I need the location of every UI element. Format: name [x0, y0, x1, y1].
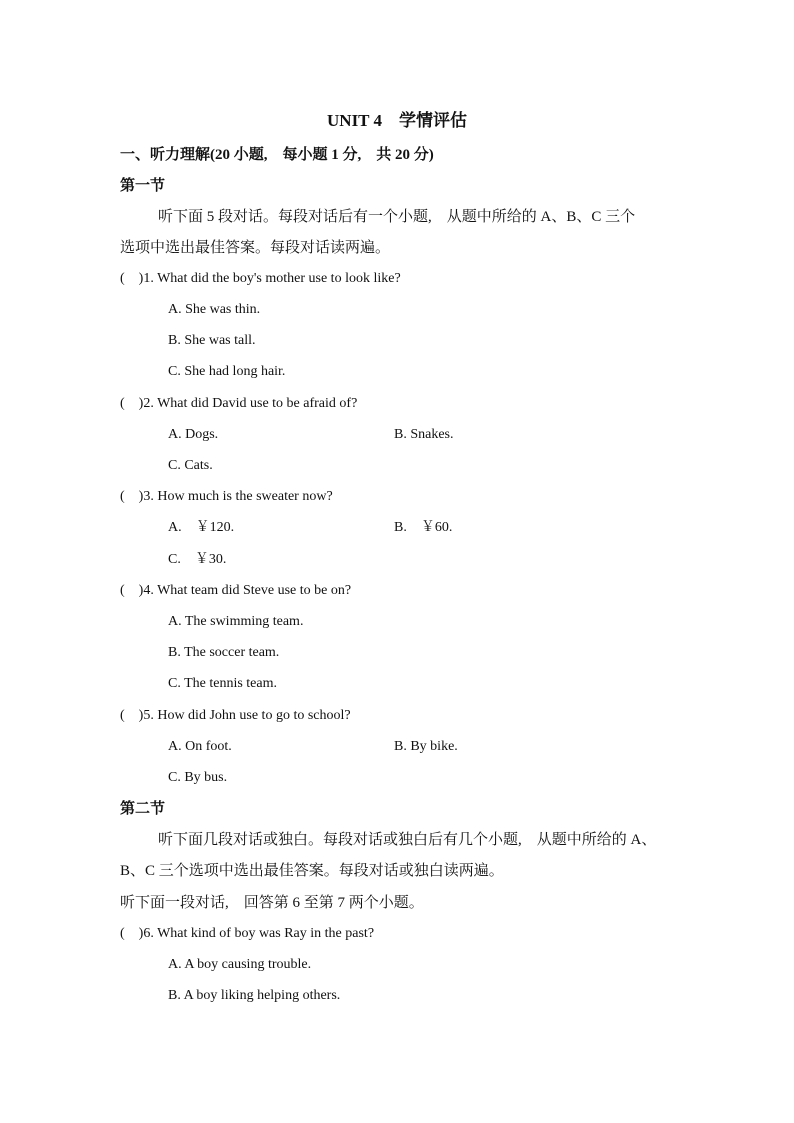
- q1-option-c: C. She had long hair.: [168, 364, 286, 379]
- q2-option-c: C. Cats.: [168, 458, 213, 473]
- question-number: 6.: [143, 926, 154, 941]
- question-text: What did the boy's mother use to look like?: [157, 271, 401, 286]
- question-number: 2.: [143, 396, 154, 411]
- section2-sub-instruction: 听下面一段对话, 回答第 6 至第 7 两个小题。: [120, 895, 424, 911]
- answer-paren: ( ): [120, 396, 144, 411]
- section1-label: 第一节: [120, 178, 166, 194]
- answer-paren: ( ): [120, 926, 144, 941]
- section1-instruction-line2: 选项中选出最佳答案。每段对话读两遍。: [120, 240, 391, 256]
- section2-instruction-line1: 听下面几段对话或独白。每段对话或独白后有几个小题, 从题中所给的 A、: [158, 832, 657, 848]
- question-number: 3.: [143, 489, 154, 504]
- section1-instruction-line1: 听下面 5 段对话。每段对话后有一个小题, 从题中所给的 A、B、C 三个: [158, 209, 636, 225]
- q2-option-a: A. Dogs.: [168, 427, 219, 442]
- question-number: 5.: [143, 708, 154, 723]
- answer-paren: ( ): [120, 489, 144, 504]
- question-text: What team did Steve use to be on?: [157, 583, 352, 598]
- q2-option-b: B. Snakes.: [394, 427, 454, 442]
- q3-option-a: A. ￥120.: [168, 520, 235, 535]
- q5-option-a: A. On foot.: [168, 739, 232, 754]
- question-text: What kind of boy was Ray in the past?: [157, 926, 375, 941]
- page-title: UNIT 4 学情评估: [327, 111, 467, 130]
- question-3: [120, 487, 333, 507]
- question-6: [120, 924, 374, 944]
- q3-option-b: B. ￥60.: [394, 520, 453, 535]
- question-text: How much is the sweater now?: [157, 489, 333, 504]
- question-2: [120, 394, 357, 414]
- q4-option-b: B. The soccer team.: [168, 645, 280, 660]
- q3-option-c: C. ￥30.: [168, 552, 227, 567]
- section2-label: 第二节: [120, 801, 166, 817]
- question-number: 4.: [143, 583, 154, 598]
- section2-instruction-line2: B、C 三个选项中选出最佳答案。每段对话或独白读两遍。: [120, 863, 504, 879]
- q1-option-a: A. She was thin.: [168, 302, 261, 317]
- q5-option-b: B. By bike.: [394, 739, 458, 754]
- q6-option-b: B. A boy liking helping others.: [168, 988, 341, 1003]
- question-4: [120, 581, 351, 601]
- answer-paren: ( ): [120, 583, 144, 598]
- q4-option-a: A. The swimming team.: [168, 614, 304, 629]
- question-5: [120, 706, 351, 726]
- q4-option-c: C. The tennis team.: [168, 676, 277, 691]
- question-text: What did David use to be afraid of?: [157, 396, 358, 411]
- question-text: How did John use to go to school?: [157, 708, 351, 723]
- question-number: 1.: [143, 271, 154, 286]
- q6-option-a: A. A boy causing trouble.: [168, 957, 312, 972]
- q1-option-b: B. She was tall.: [168, 333, 256, 348]
- part1-heading: 一、听力理解(20 小题, 每小题 1 分, 共 20 分): [120, 147, 434, 163]
- question-1: [120, 269, 401, 289]
- q5-option-c: C. By bus.: [168, 770, 228, 785]
- answer-paren: ( ): [120, 271, 144, 286]
- answer-paren: ( ): [120, 708, 144, 723]
